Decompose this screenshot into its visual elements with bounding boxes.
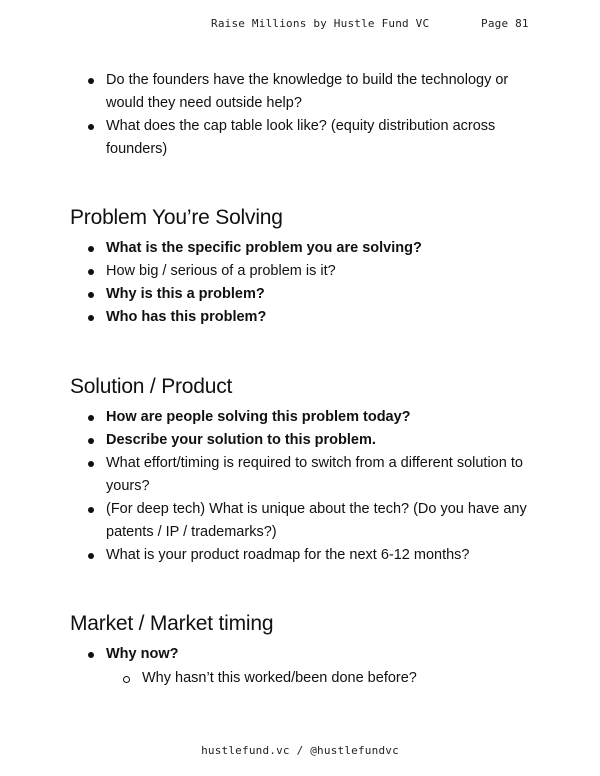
bullet-dot	[88, 246, 94, 252]
bullet-text: Who has this problem?	[106, 309, 267, 325]
bullet-text: What effort/timing is required to switch from a different solution to yours?	[106, 455, 523, 494]
bullet-text: What does the cap table look like? (equity distribution across founders)	[106, 118, 496, 157]
bullet-text: Why now?	[106, 646, 179, 662]
bullet-text: What is the specific problem you are solving?	[106, 240, 422, 256]
page-number: Page 81	[481, 17, 529, 30]
list-item	[88, 69, 528, 115]
section-heading-solution: Solution / Product	[70, 375, 233, 398]
bullet-dot	[88, 269, 94, 275]
sub-list-wrapper	[123, 667, 528, 690]
bullet-dot	[88, 315, 94, 321]
list-item	[88, 283, 528, 306]
list-item	[88, 498, 528, 544]
sub-list-item	[123, 667, 528, 690]
section-heading-problem: Problem You’re Solving	[70, 206, 283, 229]
section-heading-market: Market / Market timing	[70, 612, 274, 635]
list-item	[88, 115, 528, 161]
bullet-dot	[88, 438, 94, 444]
bullet-text: How big / serious of a problem is it?	[106, 263, 336, 279]
list-item	[88, 452, 528, 498]
intro-bullet-list	[88, 69, 528, 161]
list-item	[88, 237, 528, 260]
sub-bullet-text: Why hasn’t this worked/been done before?	[142, 670, 417, 686]
solution-bullet-list	[88, 406, 528, 567]
list-item	[88, 260, 528, 283]
bullet-dot	[88, 507, 94, 513]
problem-bullet-list	[88, 237, 528, 329]
list-item	[88, 406, 528, 429]
bullet-text: Describe your solution to this problem.	[106, 432, 376, 448]
list-item	[88, 429, 528, 452]
bullet-dot	[88, 292, 94, 298]
bullet-dot	[88, 78, 94, 84]
hollow-bullet-icon	[123, 676, 130, 683]
document-footer: hustlefund.vc / @hustlefundvc	[201, 744, 399, 757]
bullet-text: How are people solving this problem today?	[106, 409, 411, 425]
bullet-dot	[88, 553, 94, 559]
bullet-dot	[88, 124, 94, 130]
list-item	[88, 306, 528, 329]
list-item	[88, 544, 528, 567]
bullet-text: Why is this a problem?	[106, 286, 265, 302]
bullet-text: What is your product roadmap for the next 6-12 months?	[106, 547, 470, 563]
bullet-dot	[88, 415, 94, 421]
bullet-dot	[88, 652, 94, 658]
bullet-text: (For deep tech) What is unique about the tech? (Do you have any patents / IP / trademarks?)	[106, 501, 527, 540]
list-item	[88, 643, 528, 690]
bullet-dot	[88, 461, 94, 467]
market-bullet-list	[88, 643, 528, 690]
document-header-title: Raise Millions by Hustle Fund VC	[211, 17, 430, 30]
sub-bullet-list	[123, 667, 528, 690]
bullet-text: Do the founders have the knowledge to build the technology or would they need outside help?	[106, 72, 509, 111]
